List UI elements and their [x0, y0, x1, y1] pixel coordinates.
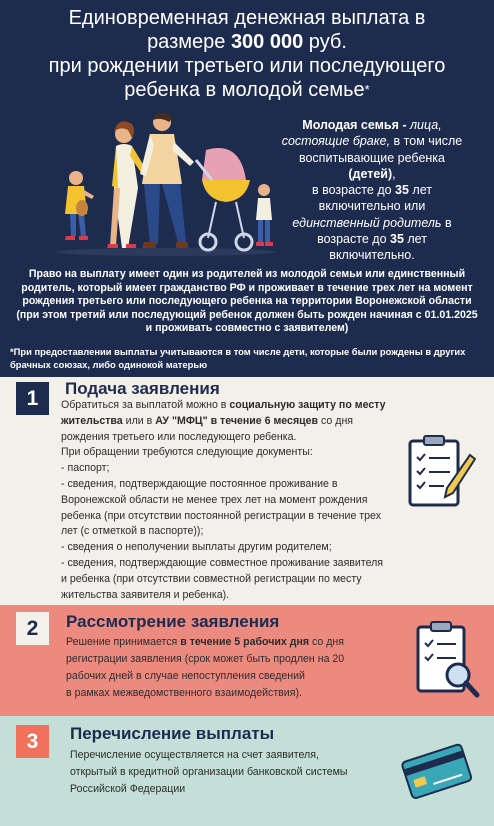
clipboard-magnifier-icon: [414, 619, 482, 701]
title-line-1: Единовременная денежная выплата в: [68, 7, 426, 29]
def-age2-number: 35: [390, 232, 404, 247]
step-1-line-5: - паспорт;: [61, 462, 110, 475]
step-1-line-2-rest: со дня: [318, 414, 354, 427]
stroller-figure: [196, 148, 252, 250]
step-1-line-11: - сведения, подтверждающие совместное проживание заявителя: [61, 556, 384, 569]
def-italic-1: лица,: [410, 118, 442, 132]
hero-banner: [0, 0, 494, 377]
def-line-2: [262, 133, 482, 149]
footnote-line-1: *При предоставлении выплаты учитываются в том числе дети, которые были рождены в других: [10, 346, 466, 357]
def-age-suffix: лет: [408, 183, 432, 198]
eligibility-line-1: Право на выплату имеет один из родителей из молодой семьи или единственный: [28, 268, 466, 280]
title-asterisk: *: [364, 82, 370, 97]
eligibility-line-3: рождения третьего или последующего ребенка на территории Воронежской области: [22, 295, 472, 308]
def-age-prefix: в возрасте до: [312, 183, 396, 198]
step-1-line-1-text: Обратиться за выплатой можно в: [61, 399, 230, 411]
hero-title: [10, 6, 484, 102]
def-line-7-rest: в: [441, 215, 452, 230]
step-2-line-3: рабочих дней в случае непоступления сведений: [66, 670, 305, 682]
step-1-line-7: Воронежской области не менее трех лет на момент рождения: [61, 493, 368, 506]
step-1-section: [0, 377, 494, 605]
def-line-7: [262, 215, 482, 231]
man-figure: [140, 113, 194, 248]
step-1-line-1: [61, 398, 386, 414]
step-3-line-2: открытый в кредитной организации банковской системы: [70, 766, 348, 778]
def-term: Молодая семья: [302, 118, 399, 132]
step-1-mfc: АУ "МФЦ": [155, 414, 208, 427]
def-age2-prefix: возрасте до: [317, 232, 390, 247]
footnote: [10, 346, 488, 371]
step-3-line-1: Перечисление осуществляется на счет заявителя,: [70, 749, 319, 761]
def-dash: -: [398, 118, 410, 132]
step-1-line-8: ребенка (при отсутствии постоянной регистрации в течение трех: [61, 509, 381, 522]
def-line-3: воспитывающие ребенка: [298, 150, 445, 165]
step-1-body: [61, 398, 386, 603]
step-1-line-12: и ребенка (при отсутствии совместной регистрации по месту: [61, 572, 362, 585]
step-1-line-13: жительства заявителя и ребенка).: [61, 588, 230, 601]
step-1-or: или в: [122, 414, 156, 427]
currency-text: руб.: [303, 31, 347, 53]
def-comma: ,: [392, 166, 396, 181]
child-figure: [65, 169, 94, 240]
def-line-6: включительно или: [318, 199, 426, 214]
step-1-line-2: [61, 414, 386, 430]
step-2-body: [66, 634, 344, 702]
def-children: (детей): [348, 166, 393, 181]
payment-amount: 300 000: [230, 31, 304, 53]
eligibility-paragraph: [8, 268, 486, 336]
step-1-residence: жительства: [61, 414, 123, 427]
eligibility-line-2: родитель, который имеет гражданство РФ и проживает в течение трех лет на момент: [21, 281, 473, 294]
def-age2-suffix: лет: [403, 232, 427, 247]
def-age-number: 35: [395, 183, 409, 198]
step-3-number-badge: 3: [16, 725, 49, 758]
step-3-section: [0, 716, 494, 826]
step-1-line-9: лет (с отметкой в паспорте));: [61, 525, 204, 538]
step-1-deadline: в течение 6 месяцев: [210, 414, 319, 427]
eligibility-line-4: (при этом третий или последующий ребенок должен быть рожден начиная с 01.01.2025: [16, 308, 478, 321]
eligibility-line-5: и проживать совместно с заявителем): [145, 322, 349, 335]
woman-figure: [107, 121, 150, 248]
step-1-number-badge: 1: [16, 382, 49, 415]
step-2-line-4: в рамках межведомственного взаимодействия).: [66, 687, 302, 699]
def-line-8: [262, 231, 482, 247]
def-line-2-rest: в том числе: [390, 134, 463, 149]
step-2-number-badge: 2: [16, 612, 49, 645]
young-family-definition: [262, 117, 482, 264]
step-3-line-3: Российской Федерации: [70, 783, 186, 795]
step-2-section: [0, 605, 494, 716]
step-2-line-1-text: Решение принимается: [66, 636, 181, 648]
title-line-2-text: размере: [147, 31, 231, 53]
bank-card-icon: [398, 742, 478, 802]
title-line-3: при рождении третьего или последующего: [48, 55, 446, 77]
step-2-line-1-rest: со дня: [309, 636, 345, 648]
footnote-line-2: брачных союзах, либо одинокой матерью: [10, 358, 208, 370]
step-1-line-10: - сведения о неполучении выплаты другим родителем;: [61, 541, 332, 554]
def-line-5: [262, 182, 482, 198]
def-line-4: [262, 166, 482, 182]
step-2-line-1: [66, 634, 344, 651]
clipboard-pen-icon: [404, 433, 476, 515]
step-1-social-protection: социальную защиту по месту: [229, 399, 386, 411]
step-3-body: [70, 747, 348, 798]
step-2-title: Рассмотрение заявления: [66, 612, 280, 631]
def-line-9: включительно.: [329, 248, 415, 263]
def-italic-2: состоящие браке,: [281, 134, 391, 149]
step-1-title: Подача заявления: [65, 379, 220, 398]
def-single-parent: единственный родитель: [292, 215, 442, 230]
step-1-line-6: - сведения, подтверждающие постоянное проживание в: [61, 477, 338, 490]
step-1-line-3: рождения третьего или последующего ребенка.: [61, 430, 297, 443]
step-2-deadline: в течение 5 рабочих дня: [180, 636, 310, 648]
step-3-title: Перечисление выплаты: [70, 724, 275, 743]
step-1-line-4: При обращении требуются следующие документы:: [61, 446, 313, 459]
def-line-1: [262, 117, 482, 133]
family-illustration: [46, 98, 278, 258]
step-2-line-2: регистрации заявления (срок может быть продлен на 20: [66, 653, 345, 665]
title-line-2: [10, 30, 484, 54]
title-line-4-text: ребенка в молодой семье: [124, 79, 365, 101]
